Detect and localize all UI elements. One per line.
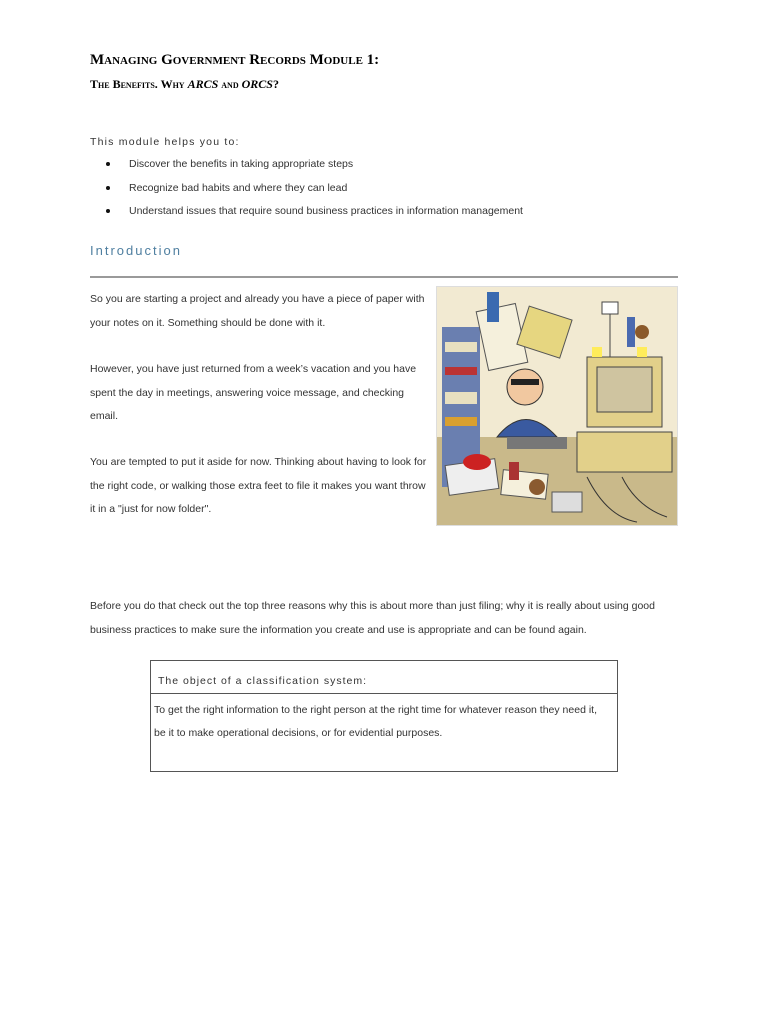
classification-callout-box [150,660,618,772]
list-item [90,203,523,227]
section-heading: Introduction [90,243,182,258]
list-item [90,156,523,180]
callout-body: To get the right information to the right person at the right time for whatever reason they need it, be it to make operational decisions, or for evidential purposes. [154,704,597,739]
bullet-icon [106,162,110,166]
paragraph: Before you do that check out the top three reasons why this is about more than just filing; why it is really about using good business practices to make sure the information you create and use is appropriate and can be found again. [90,600,655,636]
subtitle-acronym-orcs: ORCS [241,77,273,91]
list-item [90,180,523,204]
page-subtitle [90,77,279,92]
list-item-text: Discover the benefits in taking appropriate steps [129,158,354,170]
subtitle-part: and [218,77,242,91]
list-item-text: Recognize bad habits and where they can lead [129,181,348,194]
callout-heading: The object of a classification system: [151,661,617,694]
page-title: Managing Government Records Module 1: [90,52,380,68]
illustration-drawing [437,287,677,525]
subtitle-acronym-arcs: ARCS [187,77,219,91]
paragraph: You are tempted to put it aside for now. Thinking about having to look for the right code, or walking those extra feet to file it makes you want throw it in a "just for now folder". [90,456,427,515]
paragraph: However, you have just returned from a week’s vacation and you have spent the day in meetings, answering voice message, and checking email. [90,363,417,422]
bullet-icon [106,209,110,213]
paragraph: So you are starting a project and already you have a piece of paper with your notes on it. Something should be done with it. [90,293,425,329]
list-item-text: Understand issues that require sound business practices in information management [129,205,523,217]
subtitle-part: The Benefits. Why [90,77,188,91]
module-lead-text: This module helps you to: [90,136,240,148]
subtitle-part: ? [272,77,279,91]
section-divider [90,276,678,278]
objectives-list [90,156,523,227]
cluttered-desk-cartoon-icon [436,286,678,526]
bullet-icon [106,186,110,190]
